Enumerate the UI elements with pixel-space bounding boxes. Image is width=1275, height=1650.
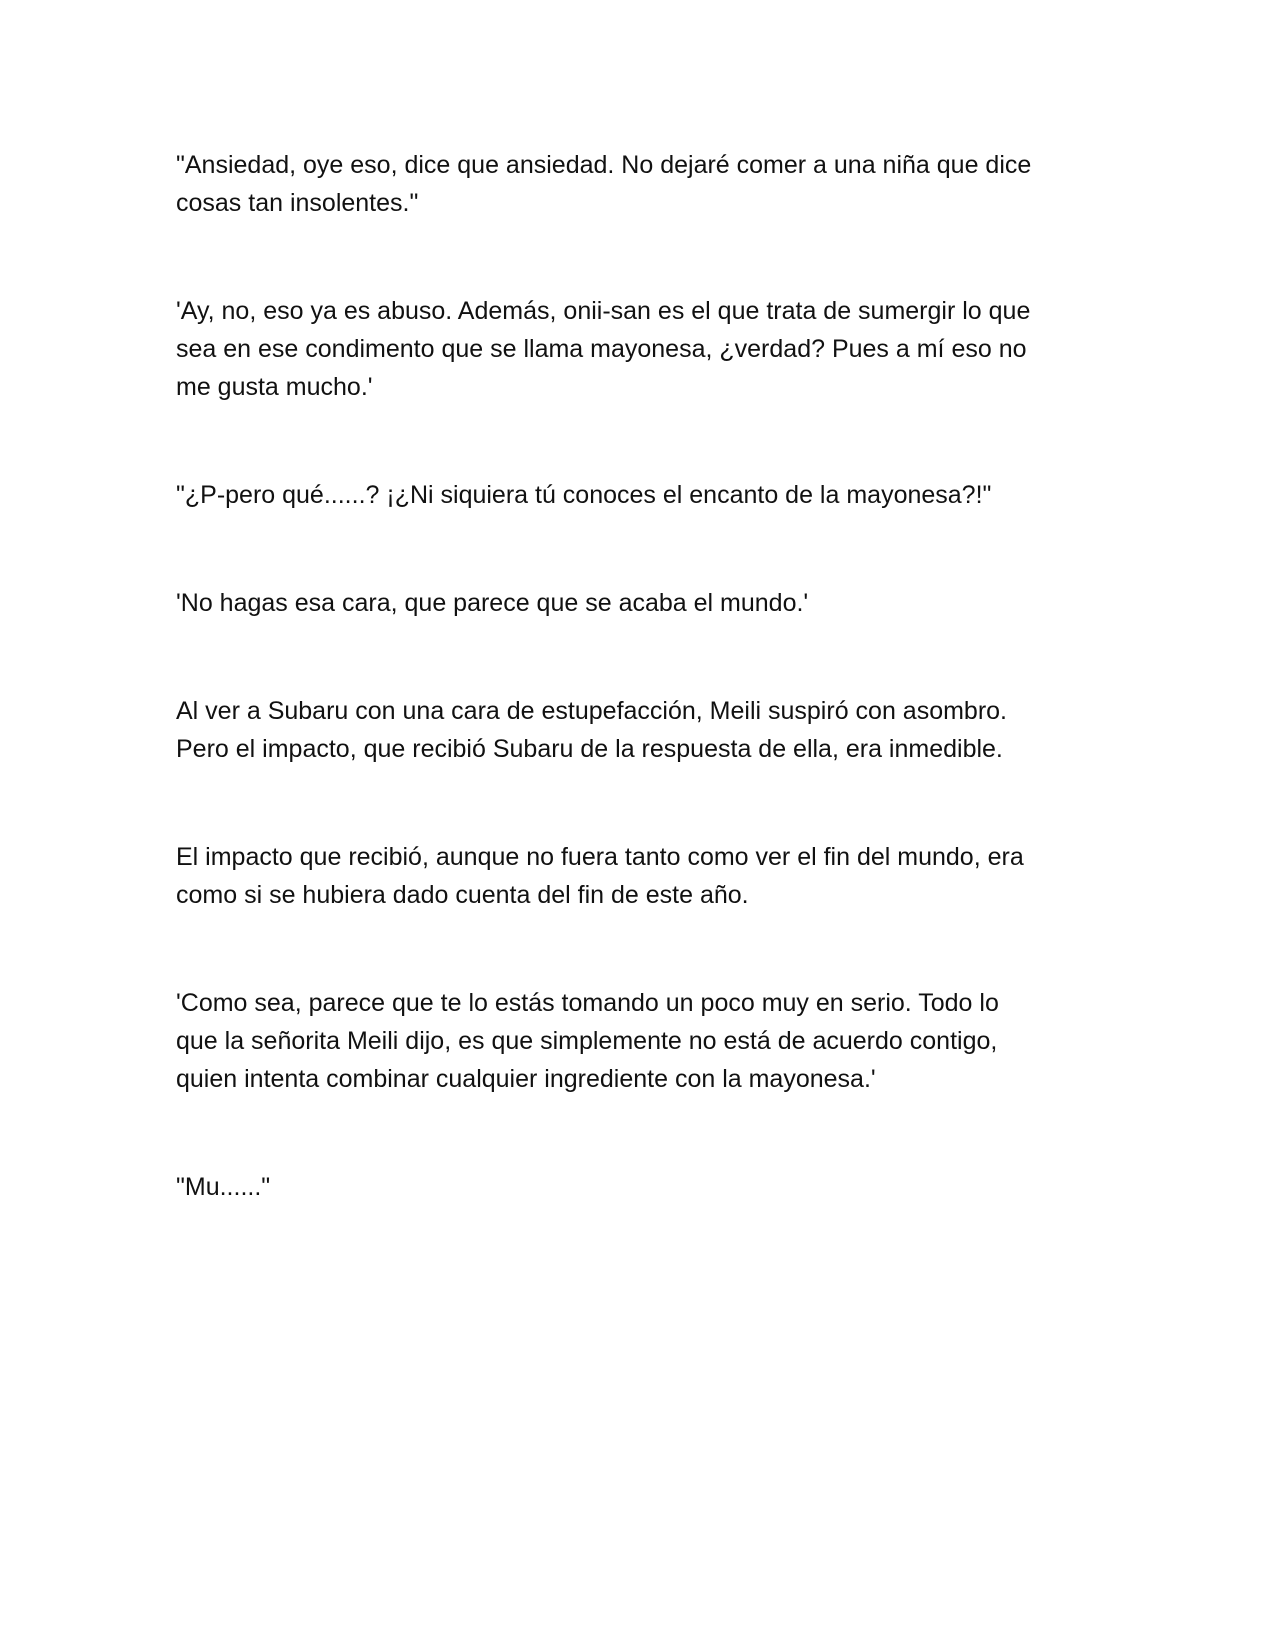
paragraph-3: [176, 476, 1116, 514]
paragraph-2: [176, 292, 1116, 406]
text-line: que la señorita Meili dijo, es que simplemente no está de acuerdo contigo,: [176, 1027, 998, 1055]
text-line: "Ansiedad, oye eso, dice que ansiedad. No dejaré comer a una niña que dice: [176, 151, 1032, 179]
text-line: 'Como sea, parece que te lo estás tomando un poco muy en serio. Todo lo: [176, 989, 999, 1017]
text-line: 'No hagas esa cara, que parece que se acaba el mundo.': [176, 589, 809, 617]
text-line: "Mu......": [176, 1173, 271, 1201]
paragraph-7: [176, 984, 1116, 1098]
paragraph-5: [176, 692, 1116, 768]
text-line: quien intenta combinar cualquier ingrediente con la mayonesa.': [176, 1065, 876, 1093]
text-line: me gusta mucho.': [176, 373, 373, 401]
text-line: Al ver a Subaru con una cara de estupefacción, Meili suspiró con asombro.: [176, 697, 1008, 725]
paragraph-1: [176, 146, 1116, 222]
text-line: "¿P-pero qué......? ¡¿Ni siquiera tú conoces el encanto de la mayonesa?!": [176, 481, 992, 509]
text-line: como si se hubiera dado cuenta del fin de este año.: [176, 881, 749, 909]
text-line: sea en ese condimento que se llama mayonesa, ¿verdad? Pues a mí eso no: [176, 335, 1027, 363]
document-body: [176, 146, 1116, 1276]
paragraph-4: [176, 584, 1116, 622]
paragraph-8: [176, 1168, 1116, 1206]
text-line: 'Ay, no, eso ya es abuso. Además, onii-san es el que trata de sumergir lo que: [176, 297, 1031, 325]
paragraph-6: [176, 838, 1116, 914]
text-line: Pero el impacto, que recibió Subaru de la respuesta de ella, era inmedible.: [176, 735, 1003, 763]
text-line: El impacto que recibió, aunque no fuera tanto como ver el fin del mundo, era: [176, 843, 1024, 871]
text-line: cosas tan insolentes.": [176, 189, 419, 217]
